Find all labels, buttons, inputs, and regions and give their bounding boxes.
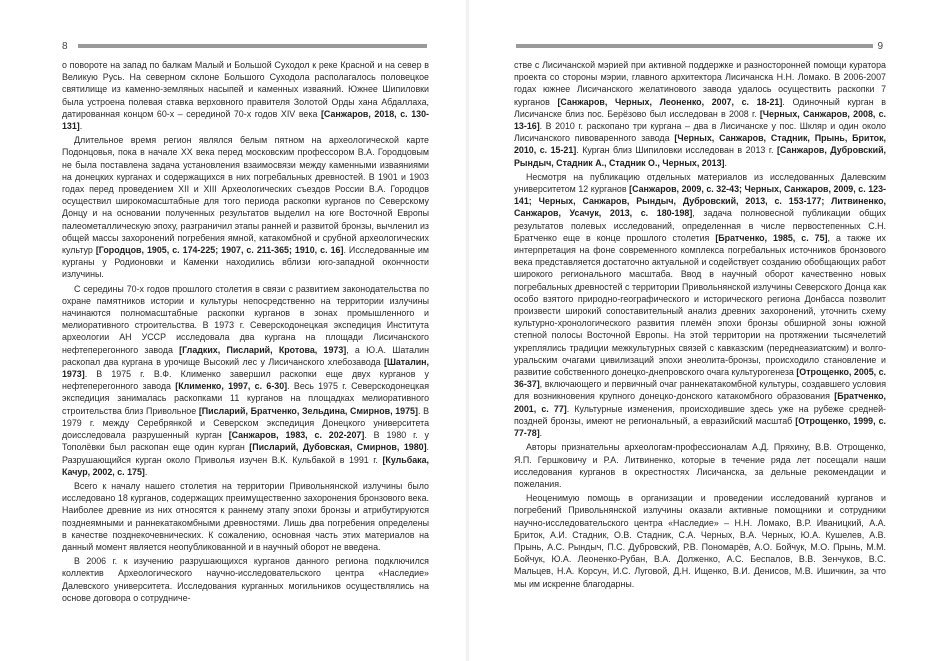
text-run: , а Ю.А. Шаталин раскопал два кургана в урочище Высокий лес у Лисичанского хлебозавода [62,344,430,367]
text-run: . В 1979 г. между Серебрянкой и Северском экспедиция Донецкого университета доисследовала разрушенный курган [62,405,429,441]
text-run: С середины 70-х годов прошлого столетия в связи с развитием законодательства по охране памятников истории и культуры непосредственно на территории излучины начинаются полномасштабные раскопки курганов в зонах промышленного и мелиоративного строительства. В 1973 г. Северскодонецкая экспедиция Института археологии АН УССР исследовала два кургана на площади Лисичанского нефтеперегонного завода [62,283,429,355]
paragraph [514,171,886,439]
text-run: , включающего и первичный очаг раннекатакомбной культуры, создавшего условия для возникновения крупного донецко-донского катакомбного образования [514,379,886,402]
citation: [Писларий, Братченко, Зельдина, Смирнов, 1975] [198,405,418,416]
text-run: . [539,428,543,439]
citation: [Братченко, 2001, с. 77] [514,391,886,414]
text-run: Неоценимую помощь в организации и проведении исследований курганов и погребений Привольнянской излучины оказали активные помощники и сотрудники научно-исследовательского центра «Наследие» – Н.Н. Ломако, В.Р. Иваницкий, А.А. Бриток, А.И. Стадник, О.В. Стадник, С.А. Черных, В.А. Черных, Ю.А. Кушелев, А.В. Прынь, А.С. Рындыч, П.С. Дубровский, Р.В. Пономарёв, А.О. Бойчук, М.О. Прынь, М.М. Бойчук, Ю.А. Леоненко-Рубан, В.А. Долженко, А.С. Беспалов, В.В. Зенчуков, В.С. Мальцев, Н.А. Корсун, И.С. Луговой, Д.Н. Ищенко, В.И. Денисов, М.В. Ишичкин, за что мы им искренне благодарны. [514,493,886,589]
citation: [Городцов, 1905, с. 174-225; 1907, с. 211-365; 1910, с. 16] [95,245,344,256]
citation: [Писларий, Дубовская, Смирнов, 1980] [249,442,427,453]
text-run: . Одиночный курган в Лисичанске близ пос. Берёзово был исследован в 2008 г. [514,96,886,119]
citation: [Гладких, Писларий, Кротова, 1973] [179,344,347,355]
paragraph [62,59,429,132]
citation: [Отрощенко, 2005, с. 36-37] [514,367,886,390]
page-number: 8 [62,41,68,52]
citation: [Черных, Санжаров, 2008, с. 13-16] [514,108,886,132]
text-run: стве с Лисичанской мэрией при активной поддержке и разносторонней помощи куратора проекта со стороны мэрии, главного архитектора Лисичанска Н.Н. Ломако. В 2006-2007 годах южнее Лисичанского желатинового завода удалось осуществить раскопки 7 курганов [514,60,886,107]
text-run: Авторы признательны археологам-профессионалам А.Д. Пряхину, В.В. Отрощенко, Я.П. Гершковичу и Р.А. Литвиненко, которые в течение ряда лет посещали наши исследования курганов в окрестностях Лисичанска, за дельные рекомендации и пожелания. [514,442,886,489]
text-run: . [724,157,727,168]
text-run: . [144,466,148,477]
citation: [Санжаров, 1983, с. 202-207] [228,430,365,441]
citation: [Братченко, 1985, с. 75] [715,232,828,243]
header-rule [78,44,427,48]
text-run: , задача полновесной публикации общих результатов полевых исследований, определенная в числе первостепенных С.Н. Братченко еще в конце прошлого столетия [514,208,886,243]
body-text [514,59,886,590]
citation: [Санжаров, Черных, Леоненко, 2007, с. 18-21] [557,96,783,107]
citation: [Санжаров, 2018, с. 130-131] [62,108,429,132]
text-run: Несмотря на публикацию отдельных материалов из исследованных Далевским университетом 12 курганов [514,171,886,195]
citation: [Санжаров, 2009, с. 32-43; Черных, Санжаров, 2009, с. 123-141; Черных, Санжаров, Рындыч, Дубровский, 2013, с. 153-177; Литвиненко, Санжаров, Усачук, 2013, с. 180-198] [514,184,886,219]
citation: [Черных, Санжаров, Стадник, Прынь, Бриток, 2010, с. 15-21] [514,133,886,156]
paragraph [62,283,429,478]
citation: [Отрощенко, 1999, с. 77-78] [514,415,886,439]
left-page [0,0,467,661]
text-run: . Культурные изменения, происходившие здесь уже на рубеже средней-поздней бронзы, имеют не региональный, а евразийский масштаб [514,403,886,426]
text-run: . Разрушающийся курган около Приволья изучен В.К. Кульбакой в 1991 г. [62,442,429,465]
page-number: 9 [877,41,883,52]
text-run: . В 1975 г. В.Ф. Клименко завершил раскопки еще двух курганов у нефтеперегонного завода [62,369,429,392]
text-run: . В 2010 г. раскопано три кургана – два в Лисичанске у пос. Шкляр и один около Лисичанского пивоваренного завода [514,121,886,144]
text-run: , а также их интерпретация на фоне современного комплекса погребальных источников бронзового века представляется достаточно актуальной и содействует созданию обобщающих работ широкого регионального масштаба. Ввод в научный оборот качественно новых погребальных древностей с территории Привольнянской излучины Северского Донца как особо взятого природно-географического и исторического региона Донбасса позволит произвести широкий сопоставительный анализ древних захоронений, уточнить схему культурно-хронологического развития племён эпохи бронзы обширной зоны южной степной полосы Восточной Европы. На этой территории на протяжении тысячелетий укреплялись традиции межкультурных связей с кавказским (переднеазиатским) и волго-уральским очагами цивилизаций эпохи энеолита-бронзы, происходило становление и развитие собственного донецко-днепровского очага культурогенеза [514,232,886,378]
body-text [62,59,429,604]
paragraph [514,492,886,590]
text-run: В 2006 г. к изучению разрушающихся курганов данного региона подключился коллектив Археологического научно-исследовательского центра «Наследие» Далевского университета. Исследования курганных могильников осуществлялись на основе договора о сотрудниче- [62,556,429,603]
citation: [Кульбака, Качур, 2002, с. 175] [62,454,429,477]
citation: [Санжаров, Дубровский, Рындыч, Стадник А., Стадник О., Черных, 2013] [514,145,886,168]
paragraph [514,59,886,169]
text-run: Длительное время регион являлся белым пятном на археологической карте Подонцовья, пока в начале XX века перед московским профессором В.А. Городцовым не была поставлена задача установления взаимосвязи между каменными изваяниями на донецких курганах и содержащихся в них погребальных древностей. В 1901 и 1903 годах перед проведением XII и XIII Археологических съездов России В.А. Городцов осуществил широкомасштабные для того периода раскопки курганов по Северскому Донцу и на основании полученных результатов выделил на юге Восточной Европы палеометаллическую эпоху, разграничил этапы ранней и развитой бронзы, вычленил из общей массы захоронений погребения ямной, катакомбной и срубной археологических культур [62,135,429,256]
text-run: . [79,121,83,132]
citation: [Клименко, 1997, с. 6-30] [175,381,288,392]
paragraph [62,134,429,280]
text-run: . Исследованные им курганы у Родионовки и Каменки находились вблизи юго-западной окончности излучины. [62,245,429,280]
paragraph [62,480,429,553]
text-run: о повороте на запад по балкам Малый и Большой Суходол к реке Красной и на север в Великую Русь. На северном склоне Большого Суходола располагалось половецкое святилище из каменно-земляных насыпей и каменных изваяний. Южнее Шипиловки была устроена полевая ставка верховного правителя Золотой Орды хана Абдаллаха, датированная концом 60-х – серединой 70-х годов XIV века [62,60,429,119]
text-run: . Курган близ Шипиловки исследован в 2013 г. [576,145,777,156]
right-page [468,0,935,661]
paragraph [514,441,886,490]
header-rule [516,44,873,48]
text-run: . В 1980 г. у Тополёвки был раскопан еще один курган [62,430,429,453]
paragraph [62,555,429,604]
text-run: Всего к началу нашего столетия на территории Привольнянской излучины было исследовано 18 курганов, содержащих преимущественно захоронения бронзового века. Наиболее древние из них относятся к раннему этапу эпохи бронзы и атрибутируются позднеямными и раннекатакомбными древностями. Лишь два погребения определены в качестве позднекочевнических. К сожалению, основная часть этих материалов на данный момент является неопубликованной и в научный оборот не введена. [62,480,429,552]
citation: [Шаталин, 1973] [62,356,429,380]
text-run: . Весь 1975 г. Северскодонецкая экспедиция занималась раскопками 11 курганов на площадках мелиоративного строительства близ Привольное [62,381,429,416]
